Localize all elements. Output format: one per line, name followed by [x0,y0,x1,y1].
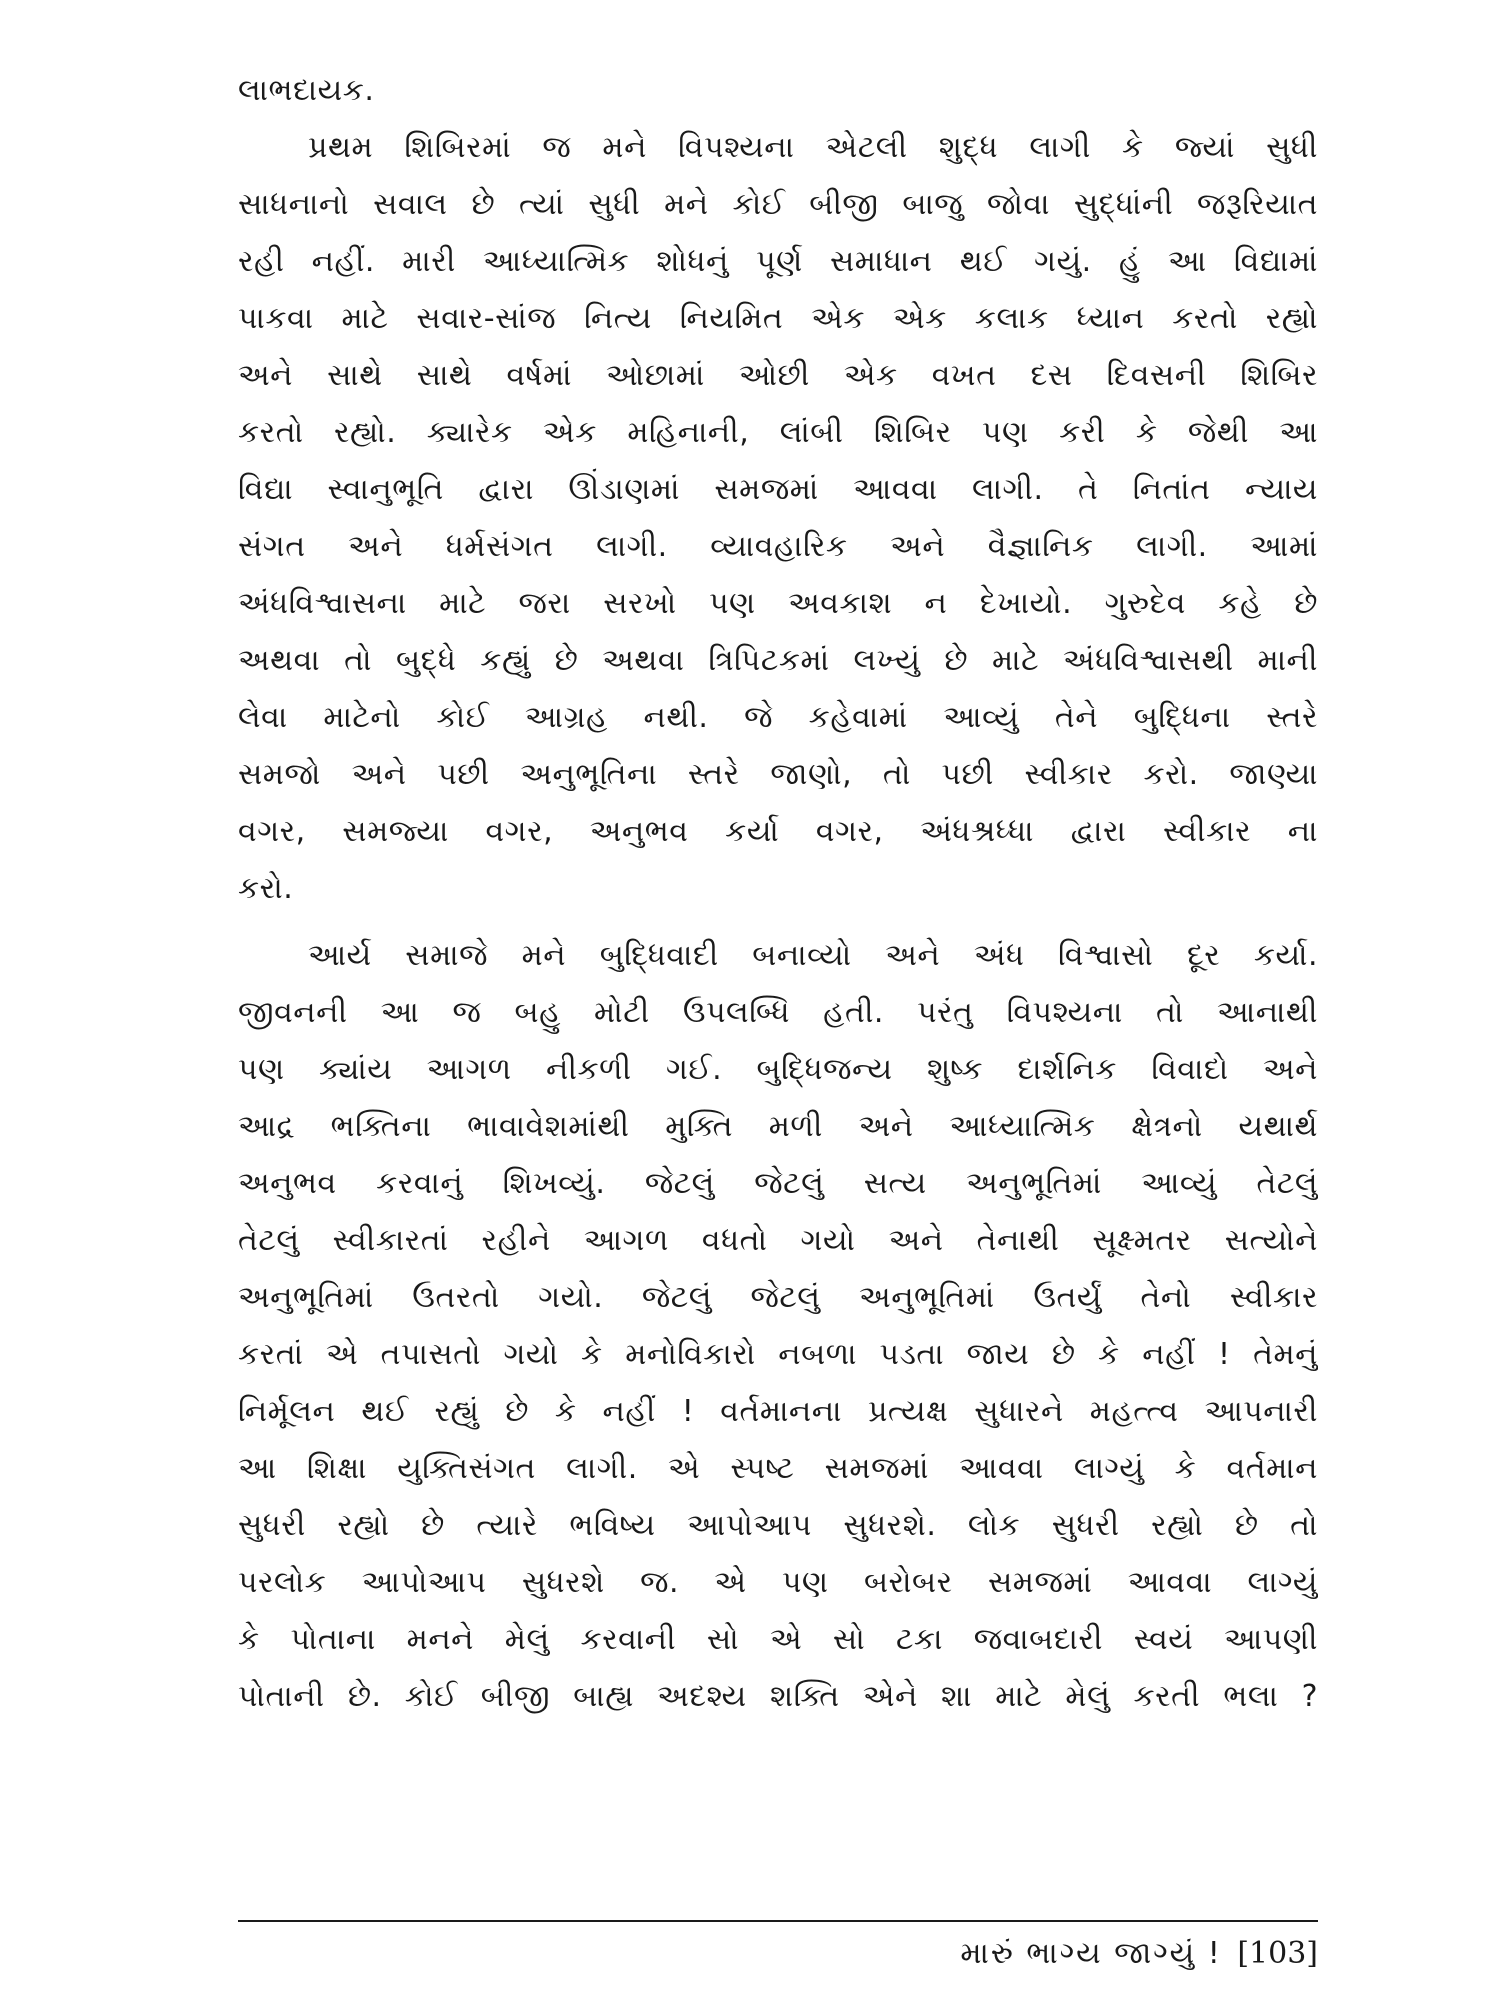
text-line: જીવનની આ જ બહુ મોટી ઉપલબ્ધિ હતી. પરંતુ વિપશ્યના તો આનાથી [238,995,1318,1030]
text-line: રહી નહીં. મારી આધ્યાત્મિક શોધનું પૂર્ણ સમાધાન થઈ ગયું. હું આ વિદ્યામાં [238,244,1318,279]
text-line: પોતાની છે. કોઈ બીજી બાહ્ય અદશ્ય શક્તિ એને શા માટે મેલું કરતી ભલા ? [238,1679,1318,1714]
text-line: અનુભૂતિમાં ઉતરતો ગયો. જેટલું જેટલું અનુભૂતિમાં ઉતર્યું તેનો સ્વીકાર [238,1280,1318,1315]
text-line: પરલોક આપોઆપ સુધરશે જ. એ પણ બરોબર સમજમાં આવવા લાગ્યું [238,1565,1318,1600]
text-line: સમજો અને પછી અનુભૂતિના સ્તરે જાણો, તો પછી સ્વીકાર કરો. જાણ્યા [238,757,1318,792]
text-line: કે પોતાના મનને મેલું કરવાની સો એ સો ટકા જવાબદારી સ્વયં આપણી [238,1622,1318,1657]
page-footer [238,1930,1318,1978]
text-line: આ શિક્ષા યુક્તિસંગત લાગી. એ સ્પષ્ટ સમજમાં આવવા લાગ્યું કે વર્તમાન [238,1451,1318,1486]
text-line: તેટલું સ્વીકારતાં રહીને આગળ વધતો ગયો અને તેનાથી સૂક્ષ્મતર સત્યોને [238,1223,1318,1258]
text-line: વગર, સમજ્યા વગર, અનુભવ કર્યા વગર, અંધશ્રધ્ધા દ્વારા સ્વીકાર ના [238,814,1318,849]
page-body [238,62,1318,1725]
text-line: અથવા તો બુદ્ધે કહ્યું છે અથવા ત્રિપિટકમાં લખ્યું છે માટે અંધવિશ્વાસથી માની [238,643,1318,678]
text-line: આદ્ર ભક્તિના ભાવાવેશમાંથી મુક્તિ મળી અને આધ્યાત્મિક ક્ષેત્રનો યથાર્થ [238,1109,1318,1144]
text-line: અંધવિશ્વાસના માટે જરા સરખો પણ અવકાશ ન દેખાયો. ગુરુદેવ કહે છે [238,586,1318,621]
text-line: કરતાં એ તપાસતો ગયો કે મનોવિકારો નબળા પડતા જાય છે કે નહીં ! તેમનું [238,1337,1318,1372]
text-line: આર્ય સમાજે મને બુદ્ધિવાદી બનાવ્યો અને અંધ વિશ્વાસો દૂર કર્યા. [308,938,1318,973]
text-line: કરતો રહ્યો. ક્યારેક એક મહિનાની, લાંબી શિબિર પણ કરી કે જેથી આ [238,415,1318,450]
text-line: લેવા માટેનો કોઈ આગ્રહ નથી. જે કહેવામાં આવ્યું તેને બુદ્ધિના સ્તરે [238,700,1318,735]
text-line: પણ ક્યાંય આગળ નીકળી ગઈ. બુદ્ધિજન્ય શુષ્ક દાર્શનિક વિવાદો અને [238,1052,1318,1087]
text-line: સાધનાનો સવાલ છે ત્યાં સુધી મને કોઈ બીજી બાજુ જોવા સુદ્ધાંની જરૂરિયાત [238,187,1318,222]
text-line: અને સાથે સાથે વર્ષમાં ઓછામાં ઓછી એક વખત દસ દિવસની શિબિર [238,358,1318,393]
footer-divider [238,1920,1318,1922]
text-line: લાભદાયક. [238,73,375,108]
text-line: કરો. [238,871,294,906]
text-line: અનુભવ કરવાનું શિખવ્યું. જેટલું જેટલું સત્ય અનુભૂતિમાં આવ્યું તેટલું [238,1166,1318,1201]
page-number: [103] [1237,1936,1318,1971]
text-line: સંગત અને ધર્મસંગત લાગી. વ્યાવહારિક અને વૈજ્ઞાનિક લાગી. આમાં [238,529,1318,564]
text-line: નિર્મૂલન થઈ રહ્યું છે કે નહીં ! વર્તમાનના પ્રત્યક્ષ સુધારને મહત્ત્વ આપનારી [238,1394,1318,1429]
text-line: વિદ્યા સ્વાનુભૂતિ દ્વારા ઊંડાણમાં સમજમાં આવવા લાગી. તે નિતાંત ન્યાય [238,472,1318,507]
text-line: પાકવા માટે સવાર-સાંજ નિત્ય નિયમિત એક એક કલાક ધ્યાન કરતો રહ્યો [238,301,1318,336]
running-title: મારું ભાગ્ય જાગ્યું ! [960,1936,1222,1971]
text-line: સુધરી રહ્યો છે ત્યારે ભવિષ્ય આપોઆપ સુધરશે. લોક સુધરી રહ્યો છે તો [238,1508,1318,1543]
text-line: પ્રથમ શિબિરમાં જ મને વિપશ્યના એટલી શુદ્ધ લાગી કે જ્યાં સુધી [308,130,1318,165]
paragraph-gap [238,917,1318,927]
